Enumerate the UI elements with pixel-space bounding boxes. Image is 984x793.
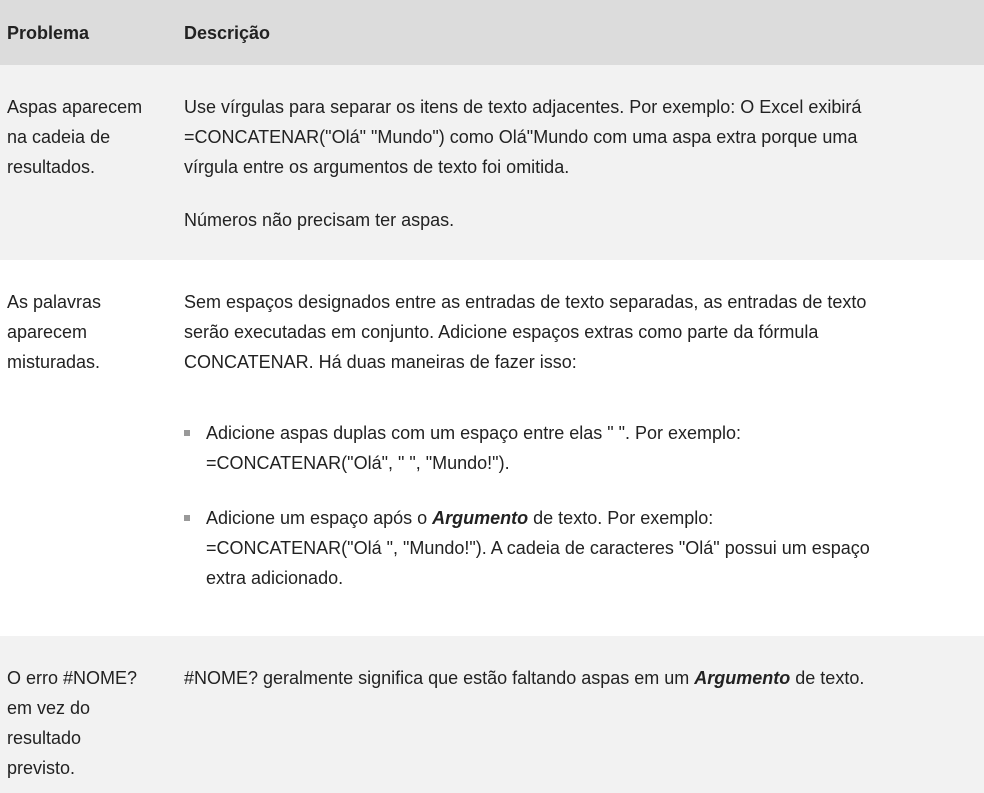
description-line: Use vírgulas para separar os itens de texto adjacentes. Por exemplo: O Excel exibirá (184, 97, 862, 117)
description-line: =CONCATENAR("Olá" "Mundo") como Olá"Mundo com uma aspa extra porque uma (184, 127, 858, 147)
description-cell (184, 287, 984, 377)
problem-line: resultados. (7, 157, 96, 177)
text-segment: #NOME? geralmente significa que estão faltando aspas em um (184, 668, 695, 688)
list-item-line: extra adicionado. (206, 568, 344, 588)
table-row (0, 65, 984, 260)
problem-line: misturadas. (7, 352, 101, 372)
problem-line: As palavras (7, 292, 102, 312)
description-cell (184, 92, 984, 182)
description-cell (184, 663, 984, 693)
description-line: CONCATENAR. Há duas maneiras de fazer isso: (184, 352, 577, 372)
problem-line: resultado (7, 728, 82, 748)
text-segment: de texto. (790, 668, 865, 688)
list-item-line: =CONCATENAR("Olá ", "Mundo!"). A cadeia de caracteres "Olá" possui um espaço (206, 538, 870, 558)
table-row (0, 260, 984, 636)
problem-line: na cadeia de (7, 127, 111, 147)
problem-line: previsto. (7, 758, 76, 778)
emphasis-argumento: Argumento (694, 668, 791, 688)
problem-cell (7, 287, 167, 377)
bullet-icon (184, 515, 190, 521)
emphasis-argumento: Argumento (432, 508, 529, 528)
header-problema: Problema (7, 23, 90, 43)
description-line (184, 663, 984, 693)
description-line: Números não precisam ter aspas. (184, 210, 455, 230)
list-item-text (206, 418, 984, 478)
bullet-icon (184, 430, 190, 436)
problem-line: aparecem (7, 322, 88, 342)
description-line: serão executadas em conjunto. Adicione espaços extras como parte da fórmula (184, 322, 819, 342)
problem-line: Aspas aparecem (7, 97, 143, 117)
problem-line: em vez do (7, 698, 91, 718)
problem-cell (7, 92, 167, 182)
description-note (184, 205, 984, 235)
description-line: vírgula entre os argumentos de texto foi omitida. (184, 157, 570, 177)
list-item-line (206, 503, 984, 533)
list-item-line: =CONCATENAR("Olá", " ", "Mundo!"). (206, 453, 510, 473)
table-header (0, 0, 984, 65)
list-item-text (206, 503, 984, 593)
table-row (0, 636, 984, 793)
list-item-line: Adicione aspas duplas com um espaço entre elas " ". Por exemplo: (206, 423, 742, 443)
problem-line: O erro #NOME? (7, 668, 138, 688)
problem-cell (7, 663, 167, 783)
header-descricao: Descrição (184, 23, 271, 43)
description-line: Sem espaços designados entre as entradas de texto separadas, as entradas de texto (184, 292, 867, 312)
text-segment: Adicione um espaço após o (206, 508, 433, 528)
text-segment: de texto. Por exemplo: (528, 508, 714, 528)
